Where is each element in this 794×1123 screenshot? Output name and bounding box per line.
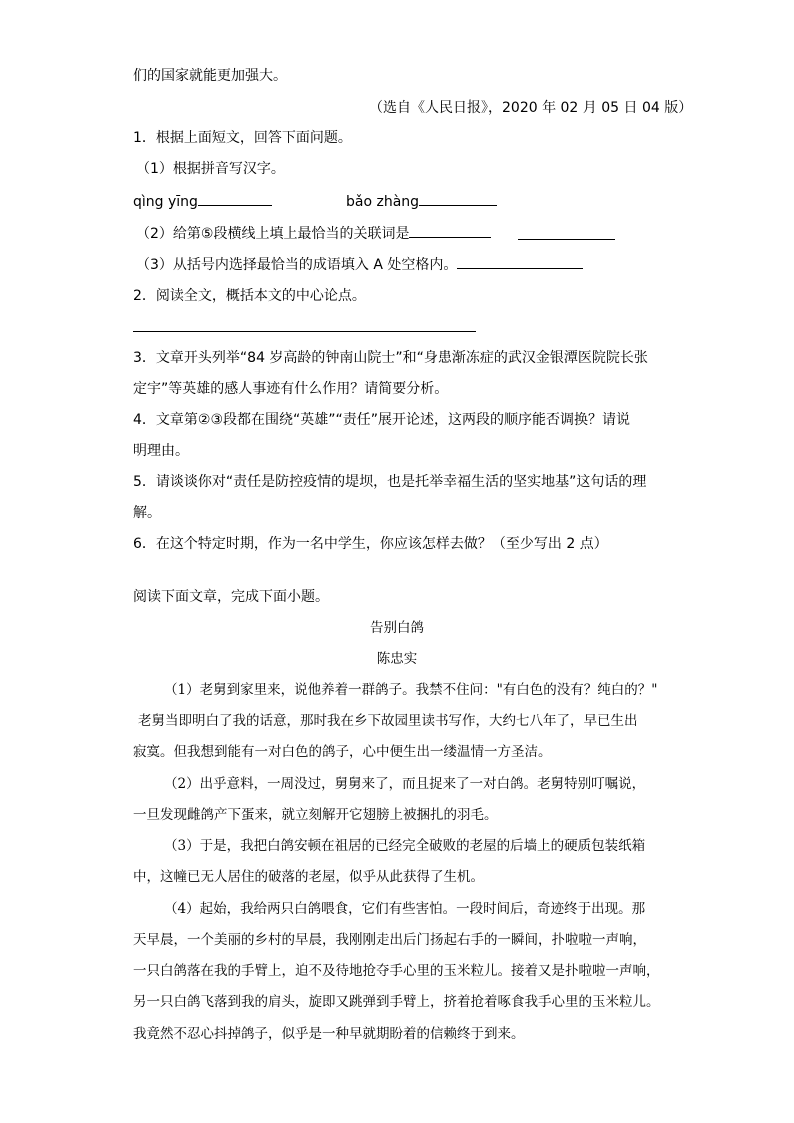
question-3-line-1: 3．文章开头列举“84 岁高龄的钟南山院士”和“身患渐冻症的武汉金银潭医院院长张 xyxy=(133,350,648,366)
pinyin-1-answer-blank[interactable] xyxy=(198,191,272,206)
pinyin-1: qìng yīng xyxy=(133,194,198,210)
article-title: 告别白鸽 xyxy=(370,620,424,636)
reading-instruction: 阅读下面文章，完成下面小题。 xyxy=(133,589,329,605)
paragraph-4-line: 一只白鸽落在我的手臂上，迫不及待地抢夺手心里的玉米粒儿。接着又是扑啦啦一声响， xyxy=(133,963,660,979)
question-5-line-2: 解。 xyxy=(133,505,161,521)
question-4-line-2: 明理由。 xyxy=(133,443,189,459)
conjunction-blank-1[interactable] xyxy=(409,223,491,238)
conjunction-blank-2[interactable] xyxy=(518,239,615,240)
question-1-sub3 xyxy=(136,254,583,275)
question-2: 2．阅读全文，概括本文的中心论点。 xyxy=(133,288,366,304)
paragraph-4-line: （4）起始，我给两只白鸽喂食，它们有些害怕。一段时间后，奇迹终于出现。那 xyxy=(164,901,646,917)
paragraph-1-line: 老舅当即明白了我的话意，那时我在乡下故园里读书写作，大约七八年了，早已生出 xyxy=(138,713,638,729)
pinyin-row-1 xyxy=(133,191,272,212)
paragraph-3-line: 中，这幢已无人居住的破落的老屋，似乎从此获得了生机。 xyxy=(133,869,484,885)
pinyin-row-2 xyxy=(346,191,497,212)
paragraph-2-line: 一旦发现雌鸽产下蛋来，就立刻解开它翅膀上被捆扎的羽毛。 xyxy=(133,807,498,823)
question-6: 6．在这个特定时期，作为一名中学生，你应该怎样去做？（至少写出 2 点） xyxy=(133,536,608,552)
paragraph-4-line: 我竟然不忍心抖掉鸽子，似乎是一种早就期盼着的信赖终于到来。 xyxy=(133,1026,525,1042)
question-5-line-1: 5．请谈谈你对“责任是防控疫情的堤坝，也是托举幸福生活的坚实地基”这句话的理 xyxy=(133,474,647,490)
question-1-sub2 xyxy=(136,223,491,244)
paragraph-4-line: 天早晨，一个美丽的乡村的早晨，我刚刚走出后门扬起右手的一瞬间，扑啦啦一声响， xyxy=(133,932,646,948)
question-1-sub1: （1）根据拼音写汉字。 xyxy=(136,161,285,177)
question-3-line-2: 定宇”等英雄的感人事迹有什么作用？请简要分析。 xyxy=(133,381,449,397)
paragraph-2-line: （2）出乎意料，一周没过，舅舅来了，而且捉来了一对白鸽。老舅特别叮嘱说， xyxy=(164,776,646,792)
continuation-line: 们的国家就能更加强大。 xyxy=(133,68,287,84)
pinyin-2-answer-blank[interactable] xyxy=(419,191,497,206)
source-citation: （选自《人民日报》，2020 年 02 月 05 日 04 版） xyxy=(369,100,693,116)
idiom-answer-blank[interactable] xyxy=(457,254,583,269)
question-1-title: 1．根据上面短文，回答下面问题。 xyxy=(133,130,352,146)
question-1-sub2-text: （2）给第⑤段横线上填上最恰当的关联词是 xyxy=(136,226,410,242)
paragraph-3-line: （3）于是，我把白鸽安顿在祖居的已经完全破败的老屋的后墙上的硬质包装纸箱 xyxy=(164,838,646,854)
paragraph-1-line: （1）老舅到家里来，说他养着一群鸽子。我禁不住问："有白色的没有？纯白的？" xyxy=(164,682,658,698)
question-4-line-1: 4．文章第②③段都在围绕“英雄”“责任”展开论述，这两段的顺序能否调换？请说 xyxy=(133,412,631,428)
article-author: 陈忠实 xyxy=(376,651,418,667)
question-1-sub3-text: （3）从括号内选择最恰当的成语填入 A 处空格内。 xyxy=(136,257,458,273)
question-2-answer-line[interactable] xyxy=(133,331,476,332)
paragraph-4-line: 另一只白鸽飞落到我的肩头，旋即又跳弹到手臂上，挤着抢着啄食我手心里的玉米粒儿。 xyxy=(133,994,660,1010)
paragraph-1-line: 寂寞。但我想到能有一对白色的鸽子，心中便生出一缕温情一方圣洁。 xyxy=(133,744,552,760)
pinyin-2: bǎo zhàng xyxy=(346,194,420,210)
